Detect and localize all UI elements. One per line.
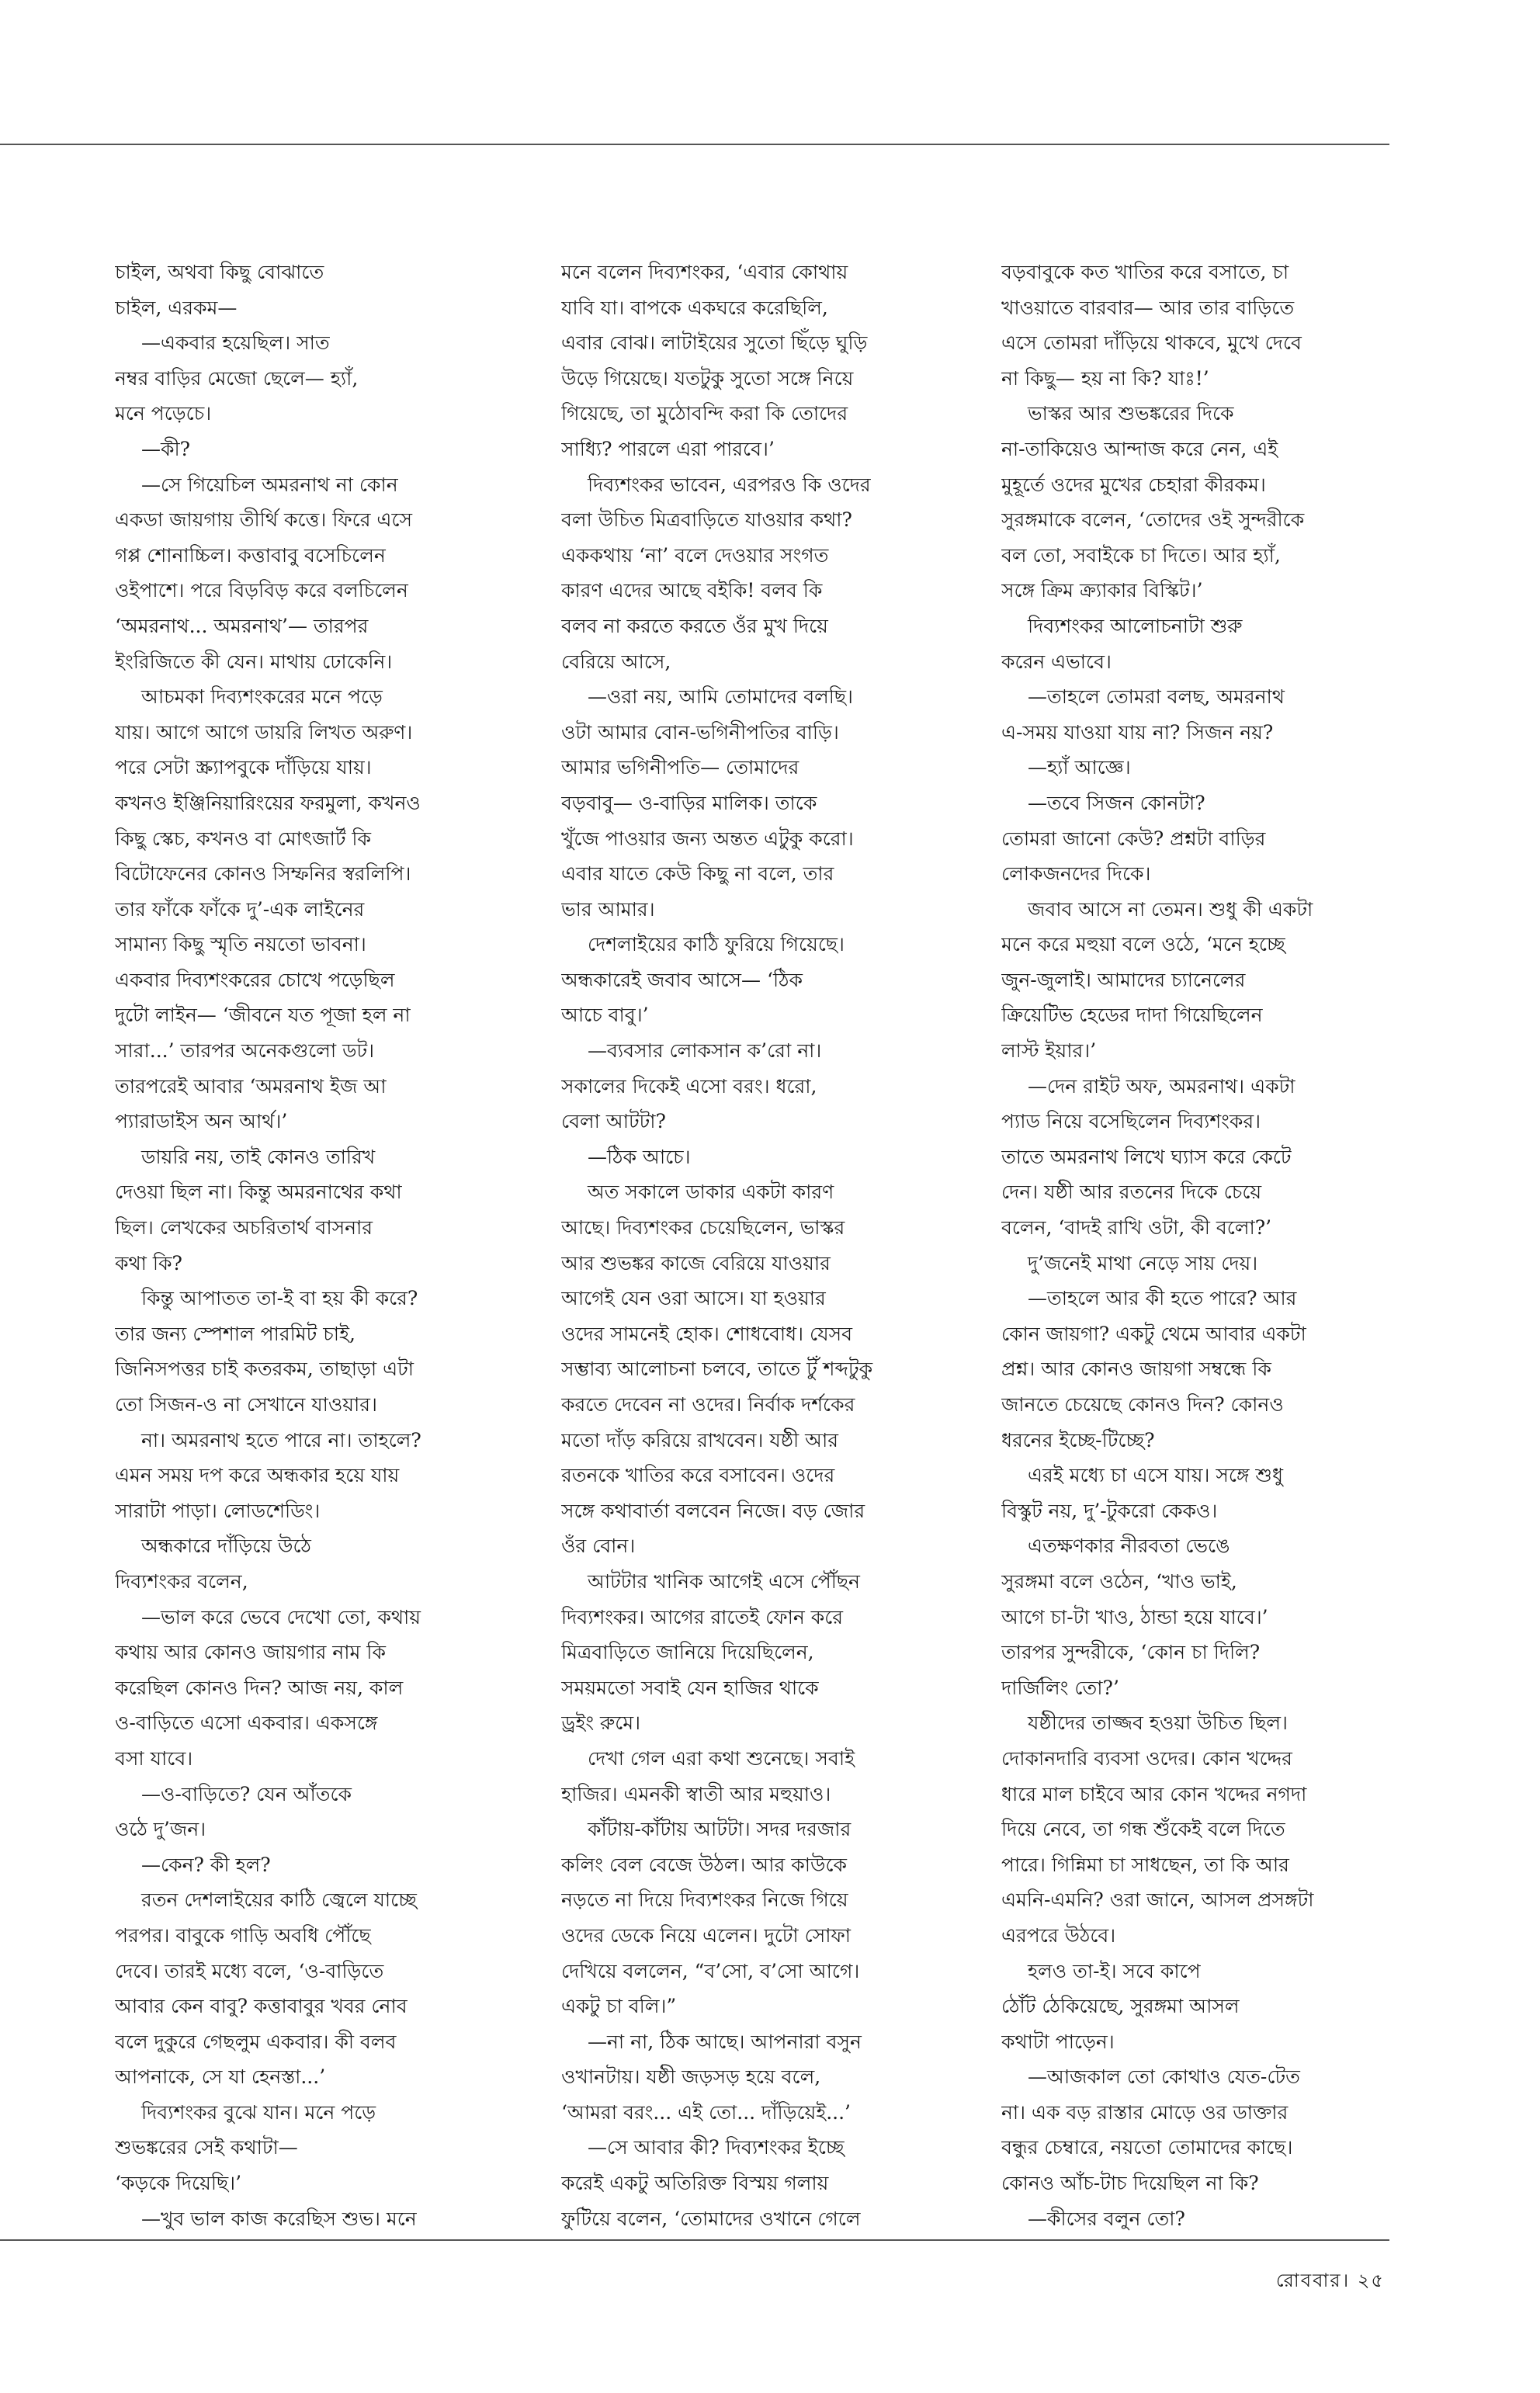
text-line: —ব্যবসার লোকসান ক’রো না।	[588, 1039, 822, 1063]
text-line: ওটা আমার বোন-ভগিনীপতির বাড়ি।	[561, 720, 839, 744]
text-line: ড্রইং রুমে।	[561, 1712, 641, 1735]
text-line: ‘আমরা বরং... এই তো... দাঁড়িয়েই...’	[561, 2100, 852, 2124]
text-line: মনে করে মহুয়া বলে ওঠে, ‘মনে হচ্ছে	[1001, 933, 1285, 956]
text-line: সাধ্যি? পারলে এরা পারবে।’	[561, 437, 775, 460]
text-line: নড়তে না দিয়ে দিব্যশংকর নিজে গিয়ে	[561, 1888, 848, 1912]
text-line: তারপর সুন্দরীকে, ‘কোন চা দিলি?	[1001, 1641, 1261, 1664]
text-line: এতক্ষণকার নীরবতা ভেঙে	[1028, 1535, 1230, 1558]
text-line: যষ্ঠীদের তাজ্জব হওয়া উচিত ছিল।	[1028, 1712, 1288, 1735]
text-line: এককথায় ‘না’ বলে দেওয়ার সংগত	[561, 543, 829, 567]
text-line: কথায় আর কোনও জায়গার নাম কি	[115, 1641, 386, 1664]
text-line: ওখানটায়। যষ্ঠী জড়সড় হয়ে বলে,	[561, 2065, 821, 2089]
text-line: এমন সময় দপ করে অন্ধকার হয়ে যায়	[115, 1464, 400, 1487]
text-line: দিব্যশংকর। আগের রাতেই ফোন করে	[561, 1605, 843, 1628]
text-column-3	[1001, 255, 1420, 2236]
text-line: —তাহলে আর কী হতে পারে? আর	[1028, 1287, 1297, 1310]
text-line: ক্রিয়েটিভ হেডের দাদা গিয়েছিলেন	[1001, 1004, 1263, 1027]
text-line: তার জন্য স্পেশাল পারমিট চাই,	[115, 1322, 356, 1345]
footer-rule	[0, 2239, 1389, 2241]
text-line: দিব্যশংকর ভাবেন, এরপরও কি ওদের	[588, 473, 871, 496]
text-line: আগেই যেন ওরা আসে। যা হওয়ার	[561, 1287, 826, 1310]
text-line: ভাস্কর আর শুভঙ্করের দিকে	[1028, 402, 1234, 425]
text-line: না। এক বড় রাস্তার মোড়ে ওর ডাক্তার	[1001, 2100, 1289, 2124]
text-line: দু’জনেই মাথা নেড়ে সায় দেয়।	[1028, 1251, 1258, 1275]
text-line: আবার কেন বাবু? কত্তাবাবুর খবর নোব	[115, 1995, 408, 2018]
text-line: গিয়েছে, তা মুঠোবন্দি করা কি তোদের	[561, 402, 848, 425]
header-rule	[0, 144, 1389, 145]
text-line: দিব্যশংকর বলেন,	[115, 1569, 248, 1593]
text-line: দেওয়া ছিল না। কিন্তু অমরনাথের কথা	[115, 1181, 402, 1204]
text-line: ঠোঁট ঠেকিয়েছে, সুরঙ্গমা আসল	[1001, 1995, 1240, 2018]
text-line: আচে বাবু।’	[561, 1004, 649, 1027]
text-line: চাইল, এরকম—	[115, 296, 238, 319]
text-line: শুভঙ্করের সেই কথাটা—	[115, 2136, 298, 2159]
text-line: মনে পড়েচে।	[115, 402, 212, 425]
text-line: কথা কি?	[115, 1251, 182, 1275]
text-line: করতে দেবেন না ওদের। নির্বাক দর্শকের	[561, 1393, 855, 1416]
text-line: —তবে সিজন কোনটা?	[1028, 791, 1205, 814]
text-line: কিন্তু আপাতত তা-ই বা হয় কী করে?	[141, 1287, 418, 1310]
text-line: মুহূর্তে ওদের মুখের চেহারা কীরকম।	[1001, 473, 1266, 496]
text-line: আটটার খানিক আগেই এসে পৌঁছন	[588, 1569, 860, 1593]
text-line: বল তো, সবাইকে চা দিতে। আর হ্যাঁ,	[1001, 543, 1281, 567]
text-column-1	[115, 255, 534, 2236]
text-line: জানতে চেয়েছে কোনও দিন? কোনও	[1001, 1393, 1284, 1416]
text-line: —একবার হয়েছিল। সাত	[141, 331, 330, 355]
text-line: ধরনের ইচ্ছে-টিচ্ছে?	[1001, 1428, 1155, 1451]
text-line: অন্ধকারে দাঁড়িয়ে উঠে	[141, 1535, 311, 1558]
text-line: আমার ভগিনীপতি— তোমাদের	[561, 756, 799, 779]
text-line: রতন দেশলাইয়ের কাঠি জ্বেলে যাচ্ছে	[141, 1888, 417, 1912]
text-line: খুঁজে পাওয়ার জন্য অন্তত এটুকু করো।	[561, 827, 854, 850]
text-line: এমনি-এমনি? ওরা জানে, আসল প্রসঙ্গটা	[1001, 1888, 1314, 1912]
text-column-2	[561, 255, 980, 2236]
text-line: অত সকালে ডাকার একটা কারণ	[588, 1181, 834, 1204]
text-line: কলিং বেল বেজে উঠল। আর কাউকে	[561, 1853, 847, 1876]
text-line: সুরঙ্গমা বলে ওঠেন, ‘খাও ভাই,	[1001, 1569, 1237, 1593]
text-line: কাঁটায়-কাঁটায় আটটা। সদর দরজার	[588, 1818, 852, 1841]
text-line: ধারে মাল চাইবে আর কোন খদ্দের নগদা	[1001, 1782, 1307, 1805]
text-line: কখনও ইঞ্জিনিয়ারিংয়ের ফরমুলা, কখনও	[115, 791, 421, 814]
text-line: তো সিজন-ও না সেখানে যাওয়ার।	[115, 1393, 377, 1416]
text-line: ওইপাশে। পরে বিড়বিড় করে বলচিলেন	[115, 579, 408, 602]
text-line: দুটো লাইন— ‘জীবনে যত পূজা হল না	[115, 1004, 411, 1027]
text-line: —খুব ভাল কাজ করেছিস শুভ। মনে	[141, 2207, 417, 2230]
text-line: —ওরা নয়, আমি তোমাদের বলছি।	[588, 685, 853, 709]
text-line: সারাটা পাড়া। লোডশেডিং।	[115, 1499, 321, 1522]
text-line: ওদের সামনেই হোক। শোধবোধ। যেসব	[561, 1322, 853, 1345]
text-line: ও-বাড়িতে এসো একবার। একসঙ্গে	[115, 1712, 378, 1735]
text-line: ‘অমরনাথ... অমরনাথ’— তারপর	[115, 614, 369, 637]
text-line: সারা...’ তারপর অনেকগুলো ডট।	[115, 1039, 375, 1063]
text-line: তোমরা জানো কেউ? প্রশ্নটা বাড়ির	[1001, 827, 1266, 850]
text-line: এরপরে উঠবে।	[1001, 1923, 1116, 1947]
text-line: এবার যাতে কেউ কিছু না বলে, তার	[561, 862, 834, 886]
text-line: ওঠে দু’জন।	[115, 1818, 206, 1841]
text-line: এ-সময় যাওয়া যায় না? সিজন নয়?	[1001, 720, 1274, 744]
text-line: দিব্যশংকর আলোচনাটা শুরু	[1028, 614, 1243, 637]
text-line: আগে চা-টা খাও, ঠান্ডা হয়ে যাবে।’	[1001, 1605, 1268, 1628]
text-line: ‘কড়কে দিয়েছি।’	[115, 2172, 242, 2195]
text-line: তারপরেই আবার ‘অমরনাথ ইজ আ	[115, 1074, 387, 1098]
text-line: পরপর। বাবুকে গাড়ি অবধি পৌঁছে	[115, 1923, 371, 1947]
text-line: দেখিয়ে বললেন, “ব’সো, ব’সো আগে।	[561, 1959, 860, 1982]
text-line: প্যাড নিয়ে বসেছিলেন দিব্যশংকর।	[1001, 1110, 1261, 1133]
text-line: বড়বাবুকে কত খাতির করে বসাতে, চা	[1001, 261, 1289, 283]
text-line: সঙ্গে ক্রিম ক্র্যাকার বিস্কিট।’	[1001, 579, 1203, 602]
text-line: না। অমরনাথ হতে পারে না। তাহলে?	[141, 1428, 421, 1451]
text-line: কোন জায়গা? একটু থেমে আবার একটা	[1001, 1322, 1306, 1345]
text-line: এবার বোঝ। লাটাইয়ের সুতো ছিঁড়ে ঘুড়ি	[561, 331, 868, 355]
text-line: বলেন, ‘বাদই রাখি ওটা, কী বলো?’	[1001, 1216, 1272, 1240]
text-line: লাস্ট ইয়ার।’	[1001, 1039, 1097, 1063]
text-line: —আজকাল তো কোথাও যেত-টেত	[1028, 2065, 1300, 2089]
text-line: —ভাল করে ভেবে দেখো তো, কথায়	[141, 1605, 421, 1628]
text-line: কিছু স্কেচ, কখনও বা মোৎজার্ট কি	[115, 827, 372, 850]
text-line: দিব্যশংকর বুঝে যান। মনে পড়ে	[141, 2100, 376, 2124]
text-line: লোকজনদের দিকে।	[1001, 862, 1151, 886]
text-line: আপনাকে, সে যা হেনস্তা...’	[115, 2065, 326, 2089]
text-line: জুন-জুলাই। আমাদের চ্যানেলের	[1001, 968, 1246, 991]
text-line: মতো দাঁড় করিয়ে রাখবেন। যষ্ঠী আর	[561, 1428, 839, 1451]
text-line: করেছিল কোনও দিন? আজ নয়, কাল	[115, 1676, 404, 1699]
text-line: —ও-বাড়িতে? যেন আঁতকে	[141, 1782, 352, 1805]
text-line: না কিছু— হয় না কি? যাঃ!’	[1001, 366, 1209, 390]
text-line: রতনকে খাতির করে বসাবেন। ওদের	[561, 1464, 835, 1487]
text-line: চাইল, অথবা কিছু বোঝাতে	[115, 261, 324, 283]
text-line: দেখা গেল এরা কথা শুনেছে। সবাই	[588, 1746, 855, 1770]
text-line: করেন এভাবে।	[1001, 650, 1112, 673]
text-line: নম্বর বাড়ির মেজো ছেলে— হ্যাঁ,	[115, 366, 359, 390]
text-line: একবার দিব্যশংকরের চোখে পড়েছিল	[115, 968, 395, 991]
text-line: কারণ এদের আছে বইকি! বলব কি	[561, 579, 823, 602]
text-line: অন্ধকারেই জবাব আসে— ‘ঠিক	[561, 968, 803, 991]
text-line: উড়ে গিয়েছে। যতটুকু সুতো সঙ্গে নিয়ে	[561, 366, 854, 390]
text-line: বলা উচিত মিত্রবাড়িতে যাওয়ার কথা?	[561, 508, 852, 532]
text-line: বড়বাবু— ও-বাড়ির মালিক। তাকে	[561, 791, 817, 814]
text-line: একটু চা বলি।”	[561, 1995, 677, 2018]
text-line: জবাব আসে না তেমন। শুধু কী একটা	[1028, 897, 1313, 921]
text-line: বলে দুকুরে গেছলুম একবার। কী বলব	[115, 2030, 397, 2053]
text-line: মিত্রবাড়িতে জানিয়ে দিয়েছিলেন,	[561, 1641, 814, 1664]
text-line: পরে সেটা স্ক্র্যাপবুকে দাঁড়িয়ে যায়।	[115, 756, 372, 779]
text-line: বিটোফেনের কোনও সিম্ফনির স্বরলিপি।	[115, 862, 411, 886]
text-line: দেন। যষ্ঠী আর রতনের দিকে চেয়ে	[1001, 1181, 1262, 1204]
text-line: না-তাকিয়েও আন্দাজ করে নেন, এই	[1001, 437, 1278, 460]
text-line: বসা যাবে।	[115, 1746, 193, 1770]
text-line: দার্জিলিং তো?’	[1001, 1676, 1119, 1699]
text-line: দেবে। তারই মধ্যে বলে, ‘ও-বাড়িতে	[115, 1959, 384, 1982]
text-line: ভার আমার।	[561, 897, 655, 921]
text-line: ওদের ডেকে নিয়ে এলেন। দুটো সোফা	[561, 1923, 852, 1947]
text-line: তাতে অমরনাথ লিখে ঘ্যাস করে কেটে	[1001, 1145, 1292, 1168]
text-line: যাবি যা। বাপকে একঘরে করেছিলি,	[561, 296, 828, 319]
text-line: কোনও আঁচ-টাচ দিয়েছিল না কি?	[1001, 2172, 1259, 2195]
text-line: বেলা আটটা?	[561, 1110, 666, 1133]
text-line: যায়। আগে আগে ডায়রি লিখত অরুণ।	[115, 720, 413, 744]
text-line: জিনিসপত্তর চাই কতরকম, তাছাড়া এটা	[115, 1358, 414, 1381]
text-line: সামান্য কিছু স্মৃতি নয়তো ভাবনা।	[115, 933, 366, 956]
text-line: দিয়ে নেবে, তা গন্ধ শুঁকেই বলে দিতে	[1001, 1818, 1285, 1841]
text-line: তার ফাঁকে ফাঁকে দু’-এক লাইনের	[115, 897, 365, 921]
text-line: —কীসের বলুন তো?	[1028, 2207, 1185, 2230]
text-line: ডায়রি নয়, তাই কোনও তারিখ	[141, 1145, 376, 1168]
page-folio: রোববার। ২৫	[1275, 2270, 1385, 2291]
text-line: প্যারাডাইস অন আর্থ।’	[115, 1110, 288, 1133]
text-line: —ঠিক আচে।	[588, 1145, 691, 1168]
text-line: খাওয়াতে বারবার— আর তার বাড়িতে	[1001, 296, 1295, 319]
text-line: এরই মধ্যে চা এসে যায়। সঙ্গে শুধু	[1028, 1464, 1283, 1487]
text-line: আছে। দিব্যশংকর চেয়েছিলেন, ভাস্কর	[561, 1216, 845, 1240]
text-line: কথাটা পাড়েন।	[1001, 2030, 1115, 2053]
text-line: —না না, ঠিক আছে। আপনারা বসুন	[588, 2030, 862, 2053]
text-line: —সে আবার কী? দিব্যশংকর ইচ্ছে	[588, 2136, 845, 2159]
text-line: আর শুভঙ্কর কাজে বেরিয়ে যাওয়ার	[561, 1251, 831, 1275]
text-line: সুরঙ্গমাকে বলেন, ‘তোদের ওই সুন্দরীকে	[1001, 508, 1305, 532]
text-line: —হ্যাঁ আজ্ঞে।	[1028, 756, 1131, 779]
text-line: সময়মতো সবাই যেন হাজির থাকে	[561, 1676, 819, 1699]
text-line: সঙ্গে কথাবার্তা বলবেন নিজে। বড় জোর	[561, 1499, 865, 1522]
text-line: —সে গিয়েচিল অমরনাথ না কোন	[141, 473, 398, 496]
text-line: বিস্কুট নয়, দু’-টুকরো কেকও।	[1001, 1499, 1218, 1522]
text-line: —দেন রাইট অফ, অমরনাথ। একটা	[1028, 1074, 1295, 1098]
text-line: মনে বলেন দিব্যশংকর, ‘এবার কোথায়	[561, 261, 848, 283]
text-line: বলব না করতে করতে ওঁর মুখ দিয়ে	[561, 614, 828, 637]
text-line: হাজির। এমনকী স্বাতী আর মহুয়াও।	[561, 1782, 831, 1805]
text-line: —কেন? কী হল?	[141, 1853, 271, 1876]
text-line: —তাহলে তোমরা বলছ, অমরনাথ	[1028, 685, 1285, 709]
text-line: ইংরিজিতে কী যেন। মাথায় ঢোকেনি।	[115, 650, 393, 673]
text-line: দেশলাইয়ের কাঠি ফুরিয়ে গিয়েছে।	[588, 933, 845, 956]
text-line: সম্ভাব্য আলোচনা চলবে, তাতে টুঁ শব্দটুকু	[561, 1358, 873, 1381]
text-line: দোকানদারি ব্যবসা ওদের। কোন খদ্দের	[1001, 1746, 1292, 1770]
text-line: করেই একটু অতিরিক্ত বিস্ময় গলায়	[561, 2172, 829, 2195]
text-line: সকালের দিকেই এসো বরং। ধরো,	[561, 1074, 817, 1098]
text-line: ছিল। লেখকের অচরিতার্থ বাসনার	[115, 1216, 373, 1240]
text-line: এসে তোমরা দাঁড়িয়ে থাকবে, মুখে দেবে	[1001, 331, 1302, 355]
text-line: প্রশ্ন। আর কোনও জায়গা সম্বন্ধে কি	[1001, 1358, 1271, 1381]
text-line: পারে। গিন্নিমা চা সাধছেন, তা কি আর	[1001, 1853, 1289, 1876]
text-line: একডা জায়গায় তীর্থি কত্তে। ফিরে এসে	[115, 508, 413, 532]
text-line: আচমকা দিব্যশংকরের মনে পড়ে	[141, 685, 383, 709]
text-line: বেরিয়ে আসে,	[561, 650, 671, 673]
text-line: বন্ধুর চেম্বারে, নয়তো তোমাদের কাছে।	[1001, 2136, 1293, 2159]
text-line: ওঁর বোন।	[561, 1535, 636, 1558]
text-line: —কী?	[141, 437, 191, 460]
text-line: গপ্প শোনাচ্চিল। কত্তাবাবু বসেচিলেন	[115, 543, 386, 567]
text-line: হলও তা-ই। সবে কাপে	[1028, 1959, 1201, 1982]
text-line: ফুটিয়ে বলেন, ‘তোমাদের ওখানে গেলে	[561, 2207, 861, 2230]
